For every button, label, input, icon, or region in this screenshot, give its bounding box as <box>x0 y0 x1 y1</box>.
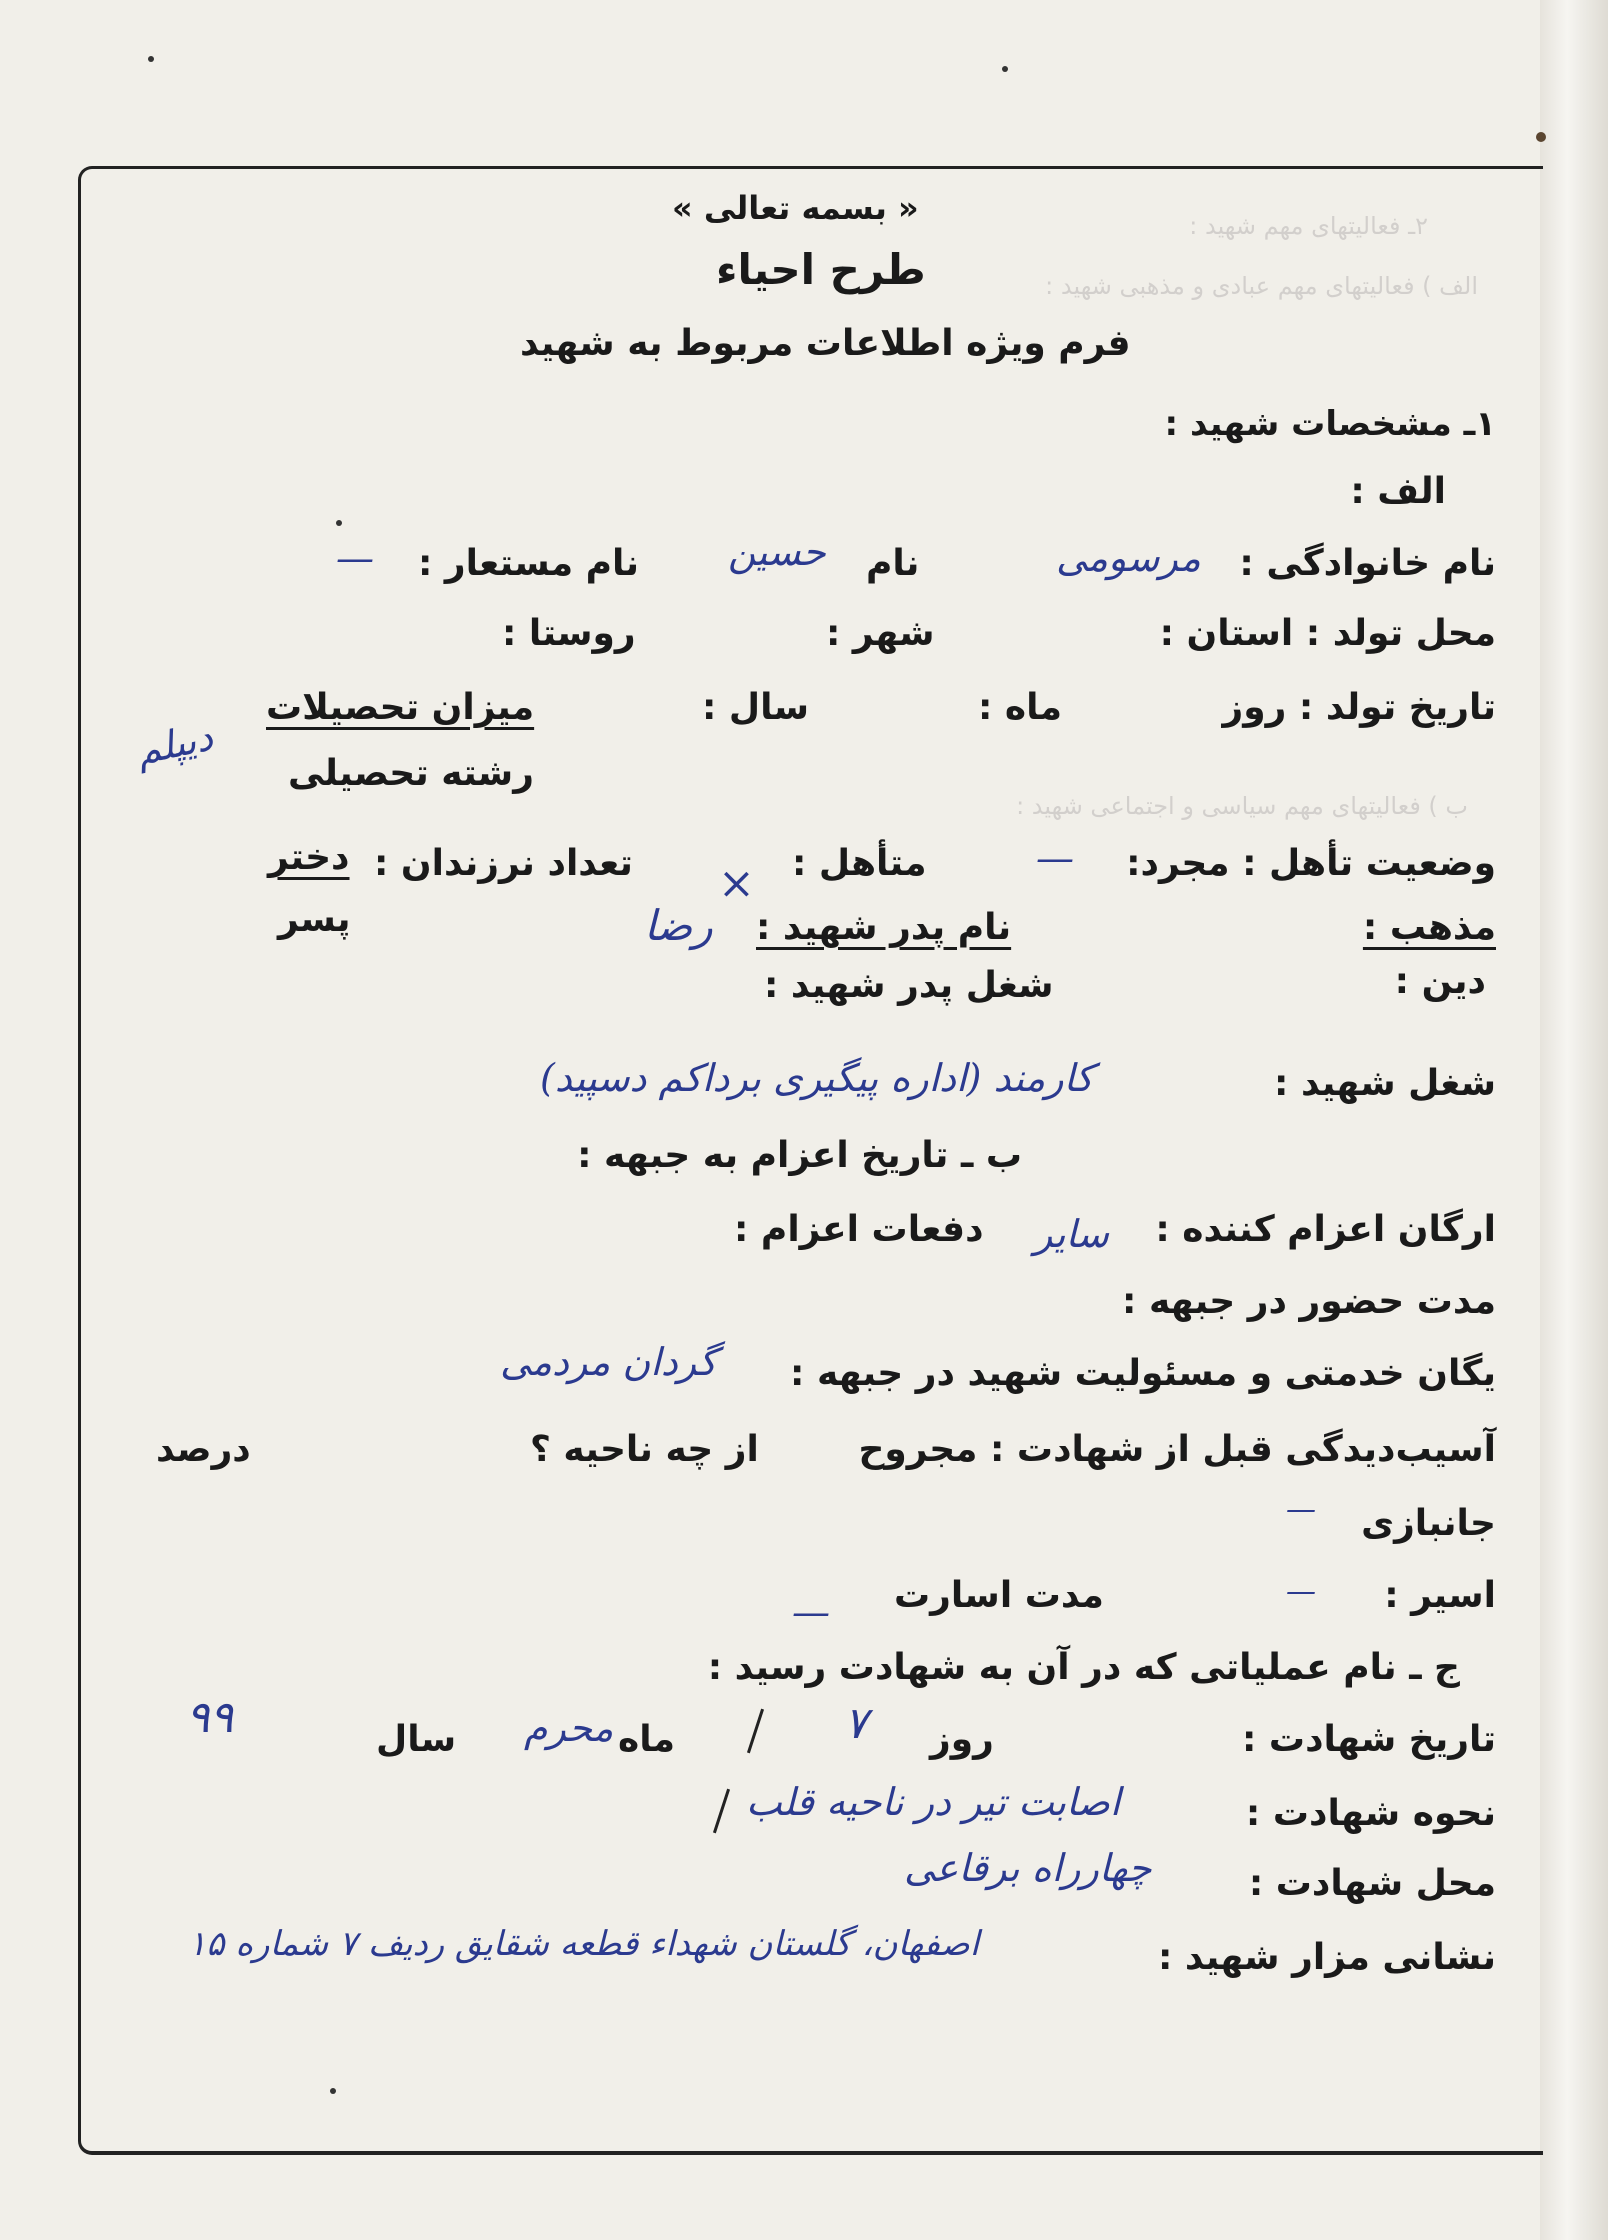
martyrdom-month-label: ماه <box>618 1719 676 1760</box>
martyrdom-place-label: محل شهادت : <box>1248 1863 1496 1904</box>
injury-label: آسیب‌دیدگی قبل از شهادت : مجروح <box>858 1429 1496 1470</box>
birth-year-label: سال : <box>702 687 810 728</box>
unit-label: یگان خدمتی و مسئولیت شهید در جبهه : <box>790 1353 1496 1394</box>
father-job-label: شغل پدر شهید : <box>764 965 1054 1006</box>
section-heading: ۱ـ مشخصات شهید : <box>1164 404 1496 444</box>
alias-value: — <box>336 536 374 580</box>
education-level-value: دیپلم <box>132 714 217 774</box>
captive-label: اسیر : <box>1384 1575 1496 1616</box>
dispatch-date-label: ب ـ تاریخ اعزام به جبهه : <box>577 1135 1022 1176</box>
grave-address-value: اصفهان، گلستان شهداء قطعه شقایق ردیف ۷ شماره ۱۵ <box>188 1924 980 1964</box>
injury-area-label: از چه ناحیه ؟ <box>530 1429 759 1470</box>
speck <box>148 56 154 62</box>
first-name-label: نام <box>866 543 920 584</box>
first-name-value: حسین <box>728 530 826 574</box>
faith-label: دین : <box>1394 961 1486 1002</box>
captivity-duration-label: مدت اسارت <box>894 1575 1104 1616</box>
family-name-value: مرسومی <box>1056 536 1201 580</box>
father-name-label: نام پدر شهید : <box>756 907 1012 948</box>
martyrdom-year-value: ۹۹ <box>186 1692 234 1743</box>
page-subtitle: فرم ویژه اطلاعات مربوط به شهید <box>520 323 1131 364</box>
alias-label: نام مستعار : <box>418 543 640 584</box>
birth-month-label: ماه : <box>978 687 1062 728</box>
bleed-through-line: ب ) فعالیتهای مهم سیاسی و اجتماعی شهید : <box>1016 792 1468 820</box>
speck <box>1002 66 1008 72</box>
captive-value: — <box>1286 1574 1316 1609</box>
disability-value: — <box>1286 1492 1316 1527</box>
single-value: — <box>1036 836 1074 880</box>
page-title: طرح احیاء <box>716 245 926 294</box>
speck <box>1536 132 1546 142</box>
education-level-label: میزان تحصیلات <box>266 687 535 728</box>
martyrdom-month-value: محرم <box>524 1706 614 1750</box>
daughter-label: دختر <box>268 837 350 878</box>
married-label: متأهل : <box>792 843 927 884</box>
dispatch-org-label: ارگان اعزام کننده : <box>1155 1209 1496 1250</box>
martyrdom-year-label: سال <box>376 1719 457 1760</box>
part-a-label: الف : <box>1350 471 1446 512</box>
city-label: شهر : <box>826 613 935 654</box>
martyrdom-manner-value: اصابت تیر در ناحیه قلب <box>746 1780 1121 1824</box>
disability-percent-label: درصد <box>156 1429 251 1470</box>
married-mark: × <box>718 858 755 909</box>
bleed-through-line: الف ) فعالیتهای مهم عبادی و مذهبی شهید : <box>1045 272 1478 300</box>
birthdate-label: تاریخ تولد : روز <box>1222 687 1496 728</box>
children-count-label: تعداد نرزندان : <box>374 843 633 884</box>
operation-label: ج ـ نام عملیاتی که در آن به شهادت رسید : <box>707 1647 1460 1688</box>
paper-edge <box>1540 0 1608 2240</box>
bleed-through-line: ۲ـ فعالیتهای مهم شهید : <box>1189 212 1428 240</box>
unit-value: گردان مردمی <box>500 1340 717 1384</box>
captivity-duration-value: — <box>792 1590 830 1634</box>
religion-label: مذهب : <box>1362 907 1496 948</box>
martyrdom-date-label: تاریخ شهادت : <box>1241 1719 1496 1760</box>
son-label: پسر <box>278 899 351 940</box>
birthplace-label: محل تولد : استان : <box>1159 613 1496 654</box>
martyrdom-place-value: چهارراه برقاعی <box>904 1846 1152 1890</box>
dispatch-count-label: دفعات اعزام : <box>734 1209 984 1250</box>
martyrdom-day-label: روز <box>930 1719 994 1760</box>
dispatch-org-value: سایر <box>1034 1212 1109 1256</box>
basmala: « بسمه تعالی » <box>672 189 919 227</box>
village-label: روستا : <box>502 613 636 654</box>
martyrdom-day-value: ۷ <box>844 1698 868 1749</box>
front-duration-label: مدت حضور در جبهه : <box>1122 1281 1496 1322</box>
field-of-study-label: رشته تحصیلی <box>288 753 534 794</box>
family-name-label: نام خانوادگی : <box>1239 543 1496 584</box>
job-label: شغل شهید : <box>1274 1063 1496 1104</box>
martyrdom-manner-label: نحوه شهادت : <box>1245 1793 1496 1834</box>
disability-label: جانبازی <box>1361 1503 1496 1544</box>
marital-status-label: وضعیت تأهل : مجرد: <box>1126 843 1496 884</box>
grave-address-label: نشانی مزار شهید : <box>1157 1937 1496 1978</box>
job-value: کارمند (اداره پیگیری برداکم دسپید) <box>540 1056 1094 1100</box>
father-name-value: رضا <box>644 901 713 950</box>
